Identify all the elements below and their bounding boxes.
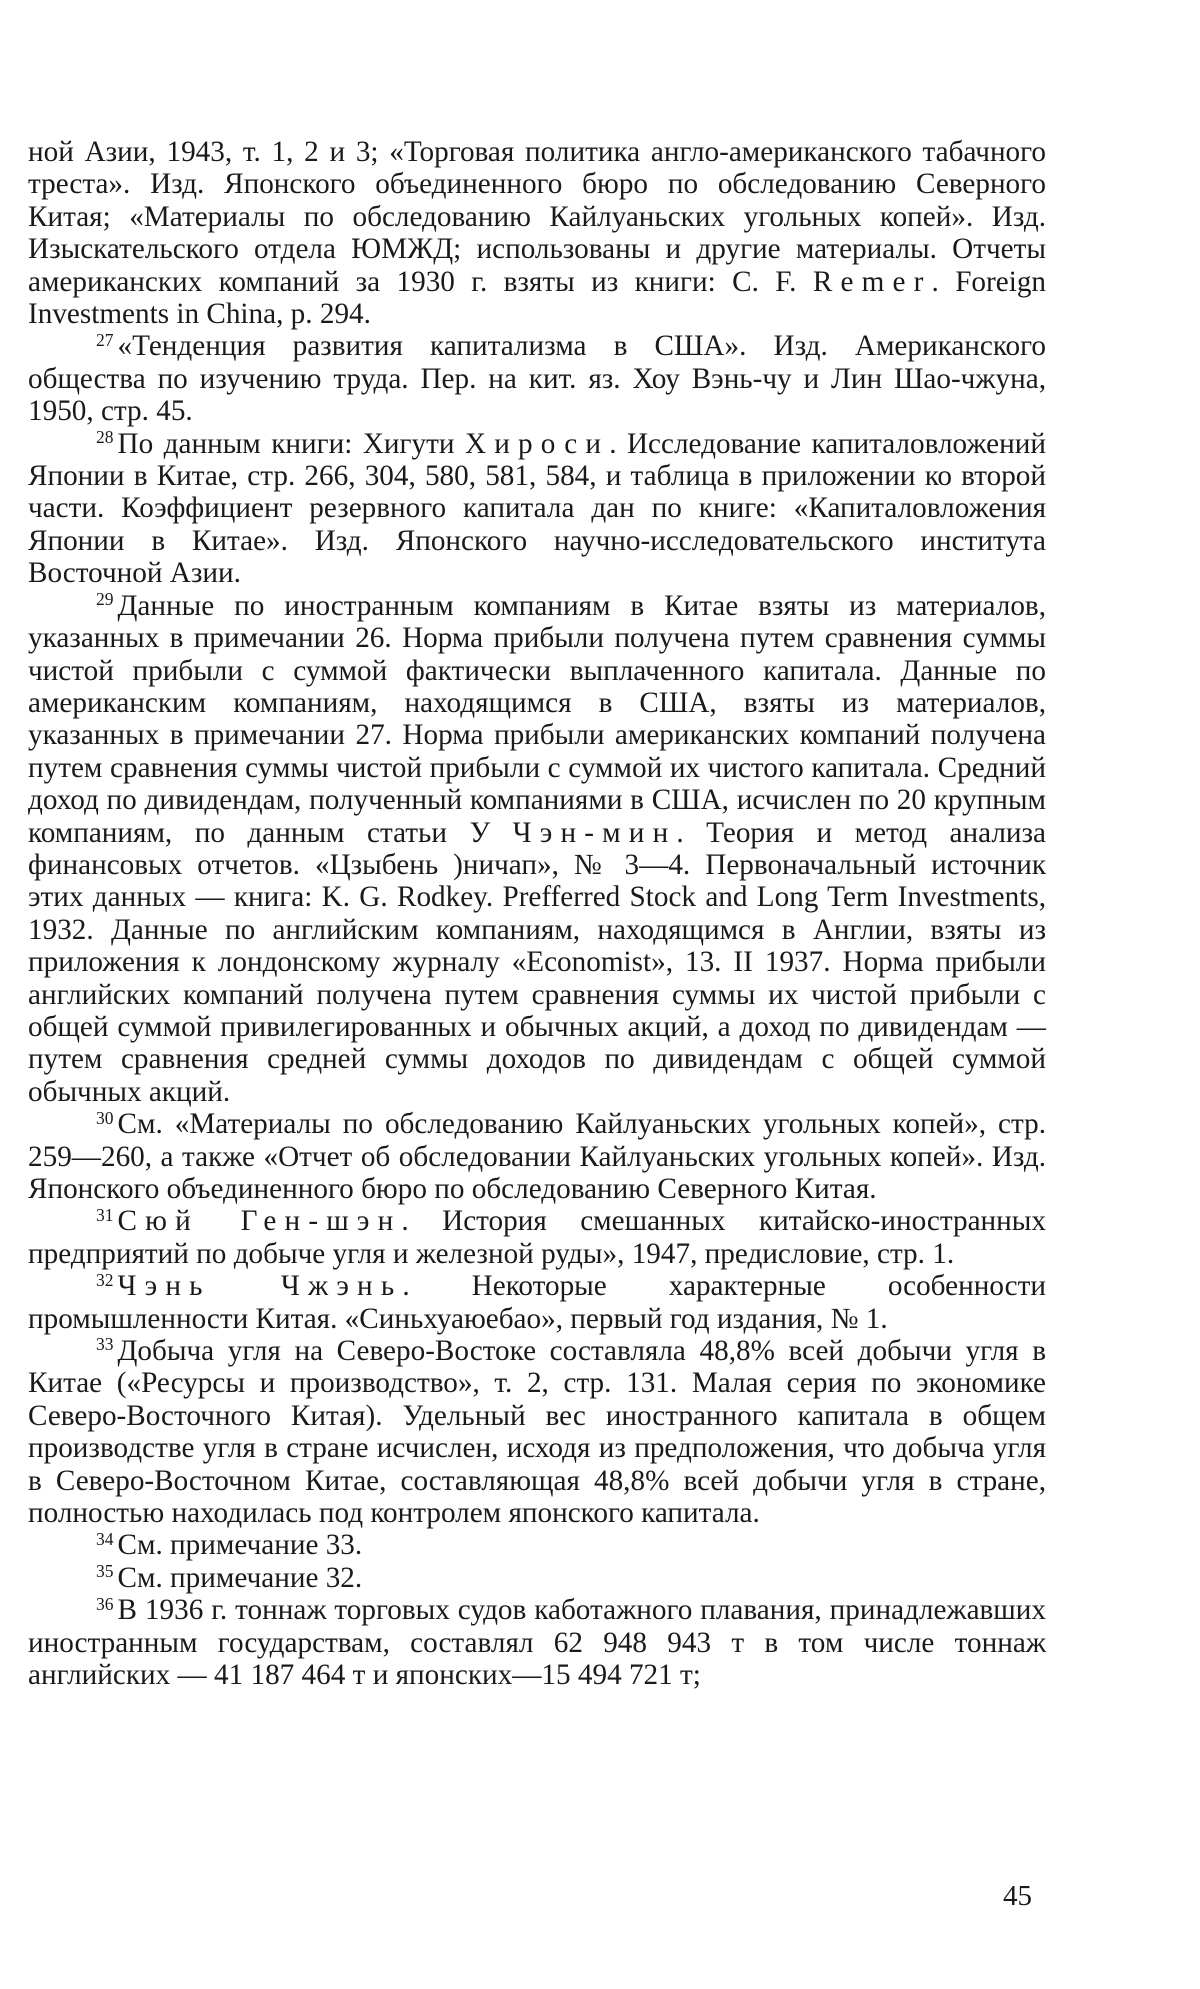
footnote-text: См. «Материалы по обследованию Кайлуаньских угольных копей», стр. 259—260, а также «Отчет об обследовании Кайлуаньских угольных копей». Изд. Японского объединенного бюро по обследованию Северного Китая.: [28, 1108, 1046, 1205]
footnote-text: . Некоторые характерные особенности промышленности Китая. «Синьхуаюебао», первый год издания, № 1.: [28, 1270, 1046, 1335]
footnote-number: 36: [96, 1593, 114, 1614]
footnote-number: 33: [96, 1334, 114, 1355]
page-number: 45: [1003, 1880, 1032, 1912]
footnote-text: По данным книги: Хигути: [117, 427, 455, 460]
footnote-text: ной Азии, 1943, т. 1, 2 и 3; «Торговая политика англо-американского табачного треста». Изд. Японского объединенного бюро по обследованию Северного Китая; «Материалы по обследованию Кайлуаньских угольных копей». Изд. Изыскательского отдела ЮМЖД; использованы и другие материалы. Отчеты американских компаний за 1930 г. взяты из книги: С. F.: [28, 136, 1046, 298]
footnote-number: 35: [96, 1561, 114, 1582]
footnote-text: См. примечание 32.: [117, 1561, 363, 1594]
footnote-text: В 1936 г. тоннаж торговых судов каботажного плавания, принадлежавших иностранным государствам, составлял 62 948 943 т в том числе тоннаж английских — 41 187 464 т и японских—15 494 721 т;: [28, 1594, 1046, 1692]
footnote-number: 31: [96, 1204, 114, 1225]
footnote-number: 34: [96, 1528, 114, 1549]
footnote-29: [28, 590, 1046, 1109]
footnote-text: См. примечание 33.: [117, 1529, 363, 1562]
footnote-33: [28, 1335, 1046, 1529]
footnote-number: 30: [96, 1107, 114, 1128]
footnote-28: [28, 428, 1046, 590]
author-name-spaced: Хироси: [464, 427, 610, 460]
author-name-spaced: Чэн-мин: [512, 816, 677, 849]
author-name-spaced: Чэнь Чжэнь: [117, 1270, 403, 1303]
footnotes-text: [28, 136, 1046, 1692]
footnote-text: . Теория и метод анализа финансовых отчетов. «Цзыбень )ничап», № 3—4. Первоначальный источник этих данных — книга: K. G. Rodkey. Prefferred Stock and Long Term Investments, 1932. Данные по английским компаниям, находящимся в Англии, взяты из приложения к лондонскому журналу «Economist», 13. II 1937. Норма прибыли английских компаний получена путем сравнения суммы их чистой прибыли с общей суммой привилегированных и обычных акций, а доход по дивидендам — путем сравнения средней суммы доходов по дивидендам с общей суммой обычных акций.: [28, 816, 1046, 1108]
footnote-27: [28, 330, 1046, 427]
continued-footnote: [28, 136, 1046, 330]
footnote-36: [28, 1594, 1046, 1691]
footnote-31: [28, 1205, 1046, 1270]
footnote-text: . История смешанных китайско-иностранных предприятий по добыче угля и железной руды», 1947, предисловие, стр. 1.: [28, 1205, 1046, 1270]
footnote-number: 28: [96, 427, 114, 448]
author-name-spaced: Remer: [812, 265, 932, 298]
footnote-text: . Исследование капиталовложений Японии в Китае, стр. 266, 304, 580, 581, 584, и таблица в приложении ко второй части. Коэффициент резервного капитала дан по книге: «Капиталовложения Японии в Китае». Изд. Японского научно-исследовательского института Восточной Азии.: [28, 427, 1046, 590]
footnote-text: . Foreign Investments in China, p. 294.: [28, 265, 1047, 331]
footnote-text: Добыча угля на Северо-Востоке составляла 48,8% всей добычи угля в Китае («Ресурсы и производство», т. 2, стр. 131. Малая серия по экономике Северо-Восточного Китая). Удельный вес иностранного капитала в общем производстве угля в стране исчислен, исходя из предположения, что добыча угля в Северо-Восточном Китае, составляющая 48,8% всей добычи угля в стране, полностью находилась под контролем японского капитала.: [28, 1335, 1046, 1530]
footnote-text: Данные по иностранным компаниям в Китае взяты из материалов, указанных в примечании 26. Норма прибыли получена путем сравнения суммы чистой прибыли с суммой фактически выплаченного капитала. Данные по американским компаниям, находящимся в США, взяты из материалов, указанных в примечании 27. Норма прибыли американских компаний получена путем сравнения суммы чистой прибыли с суммой их чистого капитала. Средний доход по дивидендам, полученный компаниями в США, исчислен по 20 крупным компаниям, по данным статьи У: [28, 589, 1046, 849]
footnote-35: [28, 1562, 1046, 1594]
footnote-number: 27: [96, 329, 114, 350]
footnote-34: [28, 1529, 1046, 1561]
author-name-spaced: Сюй Ген-шэн: [117, 1205, 402, 1238]
footnote-30: [28, 1108, 1046, 1205]
footnote-text: «Тенденция развития капитализма в США». Изд. Американского общества по изучению труда. Пер. на кит. яз. Хоу Вэнь-чу и Лин Шао-чжуна, 1950, стр. 45.: [28, 330, 1046, 428]
footnote-32: [28, 1270, 1046, 1335]
footnote-number: 29: [96, 589, 114, 610]
footnote-number: 32: [96, 1269, 114, 1290]
